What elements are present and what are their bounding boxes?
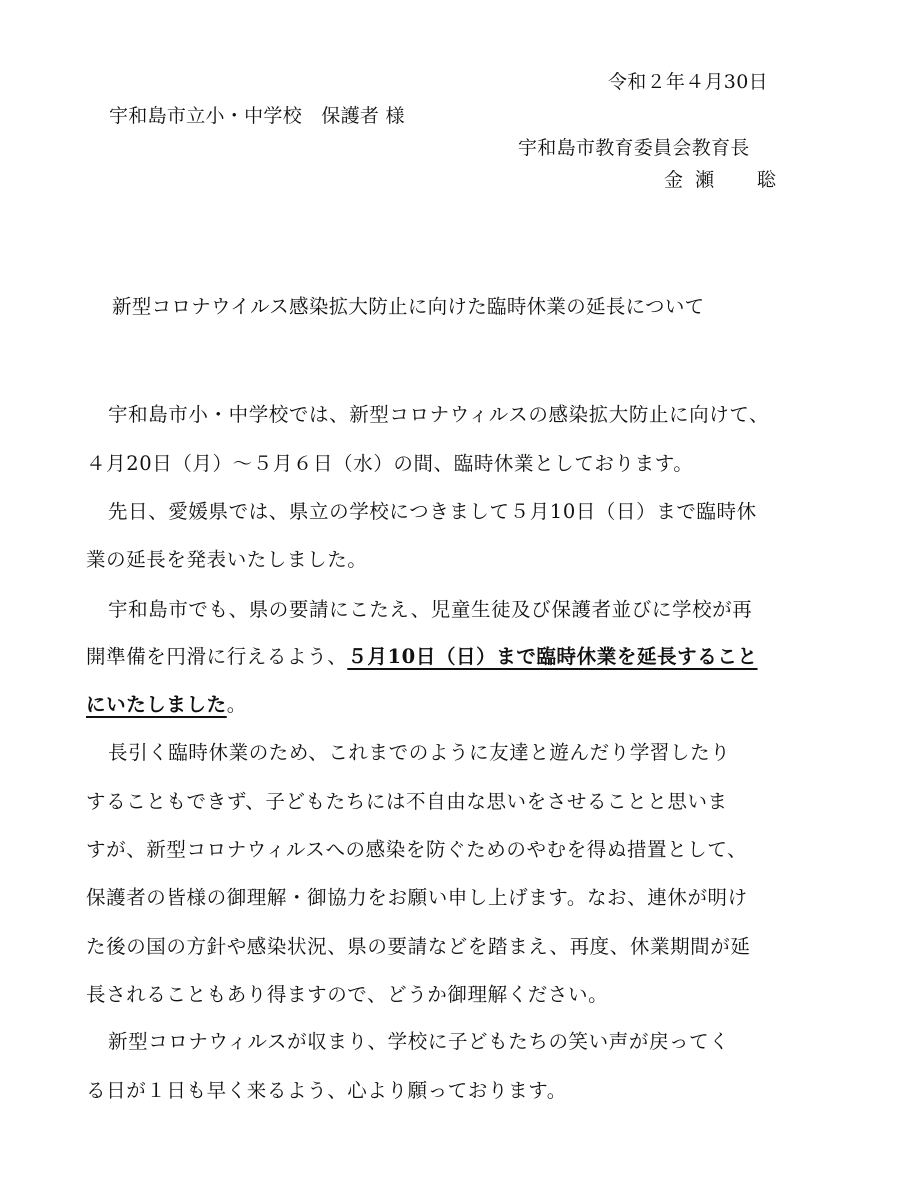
paragraph-3-line-3 (86, 693, 247, 717)
document-date: 令和２年４月30日 (608, 71, 768, 93)
sender-organization: 宇和島市教育委員会教育長 (518, 137, 750, 159)
paragraph-4-line-1: 長引く臨時休業のため、これまでのように友達と遊んだり学習したり (108, 741, 731, 764)
paragraph-4-line-4: 保護者の皆様の御理解・御協力をお願い申し上げます。なお、連休が明け (86, 886, 748, 909)
paragraph-4-line-2: することもできず、子どもたちには不自由な思いをさせることと思いま (86, 790, 728, 813)
paragraph-3-line-1: 宇和島市でも、県の要請にこたえ、児童生徒及び保護者並びに学校が再 (108, 598, 753, 621)
paragraph-4-line-5: た後の国の方針や感染状況、県の要請などを踏まえ、再度、休業期間が延 (86, 935, 751, 958)
paragraph-2-line-1: 先日、愛媛県では、県立の学校につきまして５月10日（日）まで臨時休 (108, 500, 757, 523)
paragraph-3-line-3-punct: 。 (226, 693, 247, 716)
emphasized-announcement: ５月10日（日）まで臨時休業を延長すること (347, 645, 758, 668)
paragraph-1-line-2: ４月20日（月）～５月６日（水）の間、臨時休業としております。 (86, 452, 694, 475)
paragraph-4-line-6: 長されることもあり得ますので、どうか御理解ください。 (86, 983, 609, 1006)
paragraph-2-line-2: 業の延長を発表いたしました。 (86, 548, 368, 571)
paragraph-1-line-1: 宇和島市小・中学校では、新型コロナウィルスの感染拡大防止に向けて、 (108, 403, 770, 426)
sender-name: 金瀬 聡 (664, 169, 789, 191)
paragraph-3-line-2 (86, 645, 758, 669)
paragraph-5-line-1: 新型コロナウィルスが収まり、学校に子どもたちの笑い声が戻ってく (108, 1030, 730, 1053)
document-title: 新型コロナウイルス感染拡大防止に向けた臨時休業の延長について (112, 295, 705, 318)
paragraph-5-line-2: る日が１日も早く来るよう、心より願っております。 (86, 1079, 567, 1102)
paragraph-3-line-2-text: 開準備を円滑に行えるよう、 (86, 645, 348, 668)
paragraph-4-line-3: すが、新型コロナウィルスへの感染を防ぐためのやむを得ぬ措置として、 (86, 838, 748, 861)
recipient-line: 宇和島市立小・中学校 保護者 様 (109, 105, 405, 127)
emphasized-announcement-end: にいたしました (86, 693, 227, 716)
